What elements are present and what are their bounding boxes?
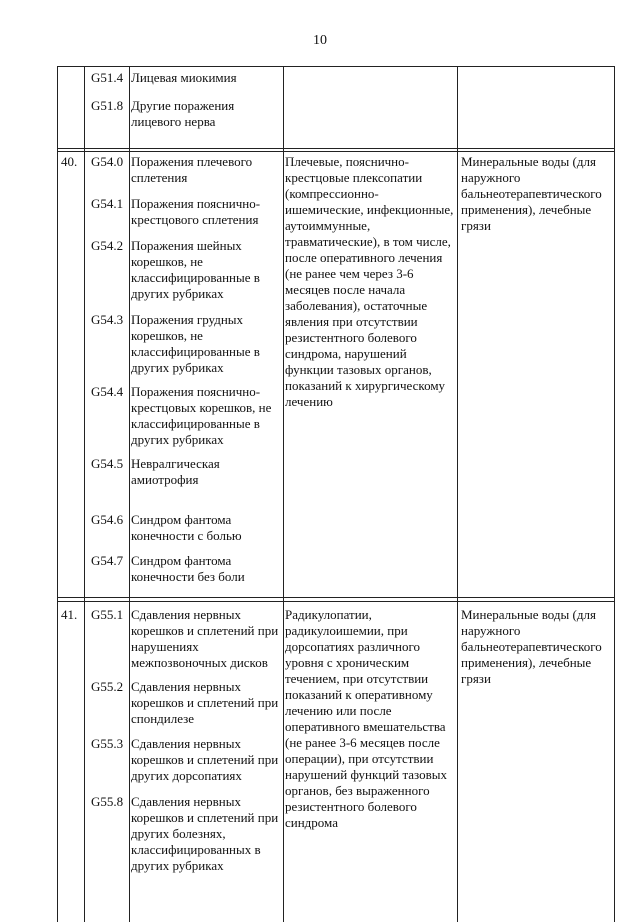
diagnosis-code: G55.1	[91, 607, 124, 622]
diagnosis-name: Поражения пояснично-крестцового сплетения	[131, 196, 261, 227]
row-number: 41.	[61, 607, 78, 622]
diagnosis-name: Невралгическая амиотрофия	[131, 456, 220, 487]
diagnosis-name: Сдавления нервных корешков и сплетений при других болезнях, классифицированных в других рубриках	[131, 794, 279, 873]
row-divider	[57, 597, 614, 598]
column-divider-code	[129, 66, 130, 922]
diagnosis-code: G54.2	[91, 238, 124, 253]
diagnosis-name: Синдром фантома конечности с болью	[131, 512, 242, 543]
row-divider	[57, 151, 614, 152]
diagnosis-code: G54.0	[91, 154, 124, 169]
diagnosis-name: Другие поражения лицевого нерва	[131, 98, 235, 129]
diagnosis-name: Поражения пояснично-крестцовых корешков, не классифицированные в других рубриках	[131, 384, 272, 447]
indications-text: Плечевые, пояснично-крестцовые плексопатии (компрессионно-ишемические, инфекционные, аутоиммунные, травматические), в том числе, после оперативного лечения (не ранее чем через 3-6 месяцев после начала заболевания), остаточные явления при отсутствии резистентного болевого синдрома, нарушений функции тазовых органов, показаний к хирургическому лечению	[285, 154, 454, 409]
diagnosis-name: Поражения шейных корешков, не классифицированные в других рубриках	[131, 238, 260, 301]
table-border-right	[614, 66, 615, 922]
diagnosis-code: G55.3	[91, 736, 124, 751]
indications-text: Радикулопатии, радикулоишемии, при дорсопатиях различного уровня с хроническим течением, при отсутствии показаний к оперативному лечению или после оперативного вмешательства (не ранее 3-6 месяцев после операции), при отсутствии нарушений функций тазовых органов, без выраженного резистентного болевого синдрома	[285, 607, 447, 830]
diagnosis-code: G54.1	[91, 196, 124, 211]
diagnosis-code: G51.8	[91, 98, 124, 113]
table-border-left	[57, 66, 58, 922]
row-divider	[57, 148, 614, 149]
healing-factors-text: Минеральные воды (для наружного бальнеотерапевтического применения), лечебные грязи	[461, 154, 602, 233]
diagnosis-code: G54.7	[91, 553, 124, 568]
diagnosis-name: Сдавления нервных корешков и сплетений при нарушениях межпозвоночных дисков	[131, 607, 279, 670]
diagnosis-name: Сдавления нервных корешков и сплетений при спондилезе	[131, 679, 279, 726]
table-border-top	[57, 66, 614, 67]
column-divider-number	[84, 66, 85, 922]
row-number: 40.	[61, 154, 78, 169]
diagnosis-code: G55.8	[91, 794, 124, 809]
diagnosis-code: G55.2	[91, 679, 124, 694]
diagnosis-name: Поражения грудных корешков, не классифицированные в других рубриках	[131, 312, 260, 375]
healing-factors-text: Минеральные воды (для наружного бальнеотерапевтического применения), лечебные грязи	[461, 607, 602, 686]
column-divider-name	[283, 66, 284, 922]
diagnosis-code: G54.3	[91, 312, 124, 327]
diagnosis-code: G54.4	[91, 384, 124, 399]
document-table	[57, 66, 614, 922]
page-number: 10	[313, 33, 327, 48]
diagnosis-name: Сдавления нервных корешков и сплетений при других дорсопатиях	[131, 736, 279, 783]
diagnosis-code: G54.5	[91, 456, 124, 471]
diagnosis-name: Синдром фантома конечности без боли	[131, 553, 245, 584]
diagnosis-name: Поражения плечевого сплетения	[131, 154, 253, 185]
column-divider-conditions	[457, 66, 458, 922]
diagnosis-code: G54.6	[91, 512, 124, 527]
diagnosis-code: G51.4	[91, 70, 124, 85]
row-divider	[57, 601, 614, 602]
diagnosis-name: Лицевая миокимия	[131, 70, 237, 85]
